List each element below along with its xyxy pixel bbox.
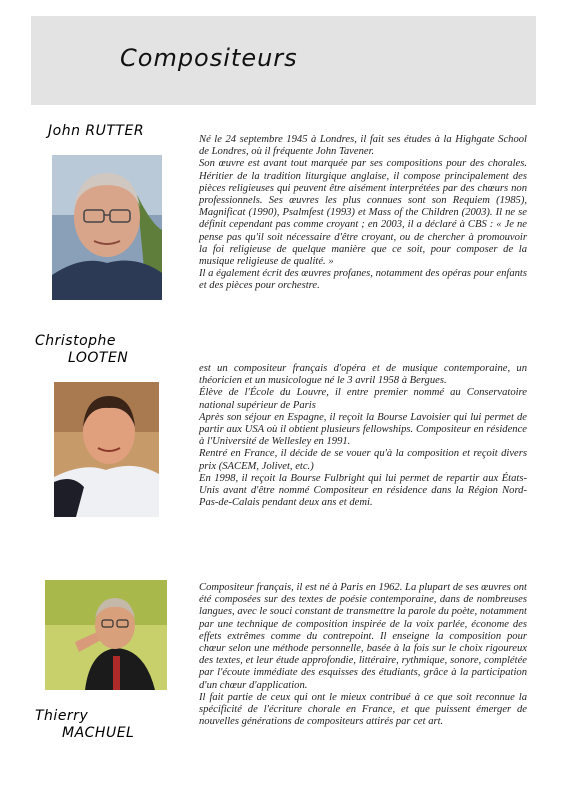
composer-name-machuel-first: Thierry [35, 708, 89, 724]
composer-photo-rutter [52, 155, 162, 300]
composer-name-machuel-last: MACHUEL [62, 725, 135, 741]
page-header [31, 16, 536, 105]
composer-bio-looten [199, 363, 527, 509]
composer-bio-rutter [199, 134, 527, 293]
page-title: Compositeurs [120, 44, 298, 72]
bio-paragraph: Rentré en France, il décide de se vouer qu'à la composition et reçoit divers prix (SACEM, Jolivet, etc.) [199, 448, 527, 472]
bio-paragraph: En 1998, il reçoit la Bourse Fulbright qui lui permet de repartir aux États-Unis avant d'être nommé Compositeur en résidence dans la Région Nord-Pas-de-Calais pendant deux ans et demi. [199, 472, 527, 509]
bio-paragraph: Son œuvre est avant tout marquée par ses compositions pour des chorales. Héritier de la tradition liturgique anglaise, il compose principalement des pièces religieuses qui peuvent être aisément interprétées par des chœurs non professionnels. Ses œuvres les plus connues sont son Requiem (1985), Magnificat (1990), Psalmfest (1993) et Mass of the Children (2003). Il ne se définit cependant pas comme croyant ; en 2003, il a déclaré à CBS : « Je ne pense pas qu'il soit nécessaire d'être croyant, ou de chercher à promouvoir la foi religieuse de quelque manière que ce soit, pour composer de la musique religieuse de qualité. » [199, 158, 527, 268]
bio-paragraph: Il fait partie de ceux qui ont le mieux contribué à ce que soit reconnue la spécificité de l'écriture chorale en France, et que puissent émerger de nouvelles générations de compositeurs attirés par cet art. [199, 691, 527, 728]
composer-photo-looten [54, 382, 159, 517]
bio-paragraph: Il a également écrit des œuvres profanes, notamment des opéras pour enfants et des pièces pour orchestre. [199, 268, 527, 292]
composer-name-looten-last: LOOTEN [68, 350, 129, 366]
composer-bio-machuel [199, 582, 527, 728]
bio-paragraph: Compositeur français, il est né à Paris en 1962. La plupart de ses œuvres ont été composées sur des textes de poésie contemporaine, dans de nombreuses langues, avec le souci constant de transmettre la parole du poète, notamment par une technique de composition inspirée de la voix parlée, économe des effets extrêmes comme du contrepoint. Il enseigne la composition pour chœur selon une méthode personnelle, basée à la fois sur le choix rigoureux des textes, et leur étude approfondie, littéraire, rythmique, sonore, complétée par l'écoute immédiate des esquisses des étudiants, grâce à la participation d'un chœur d'application. [199, 582, 527, 691]
composer-name-looten-first: Christophe [35, 333, 117, 349]
composer-photo-machuel [45, 580, 167, 690]
bio-paragraph: Élève de l'École du Louvre, il entre premier nommé au Conservatoire national supérieur de Paris [199, 387, 527, 411]
bio-paragraph: Né le 24 septembre 1945 à Londres, il fait ses études à la Highgate School de Londres, où il fréquente John Tavener. [199, 134, 527, 158]
bio-paragraph: est un compositeur français d'opéra et de musique contemporaine, un théoricien et un musicologue né le 3 avril 1958 à Bergues. [199, 363, 527, 387]
bio-paragraph: Après son séjour en Espagne, il reçoit la Bourse Lavoisier qui lui permet de partir aux USA où il obtient plusieurs fellowships. Compositeur en résidence à l'Université de Wellesley en 1991. [199, 411, 527, 448]
composer-name-rutter: John RUTTER [48, 123, 145, 139]
